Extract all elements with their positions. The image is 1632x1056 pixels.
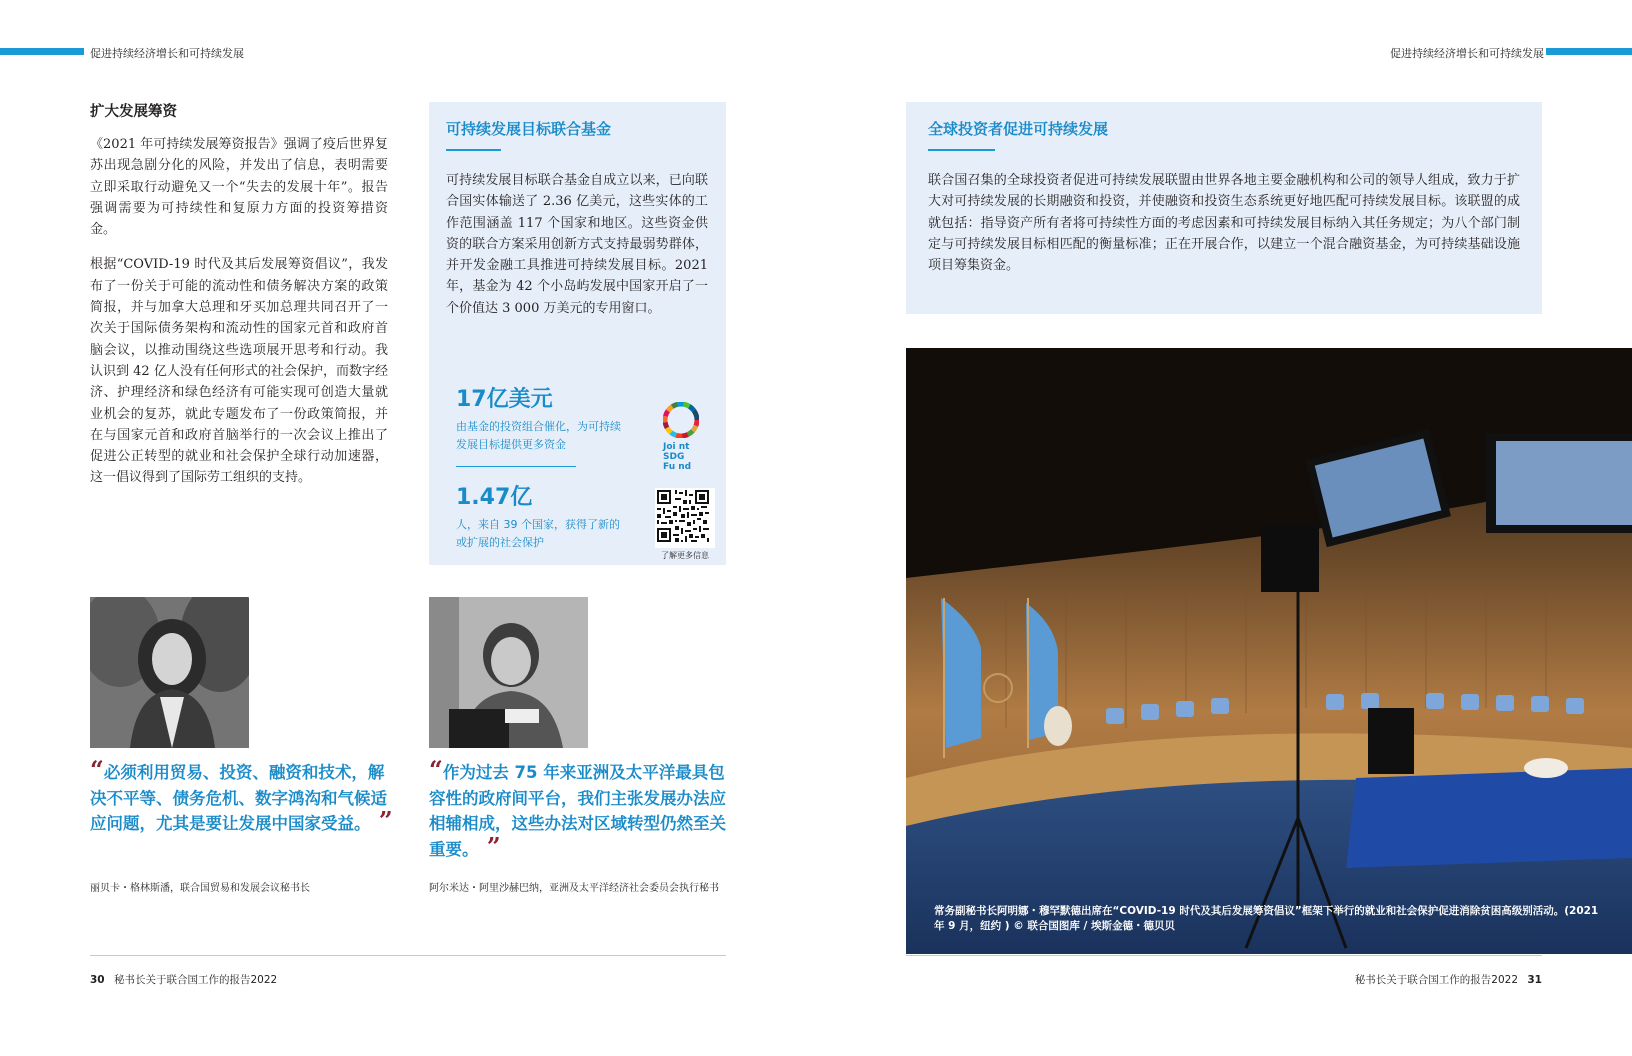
stat-2-value: 1.47亿 [456, 485, 533, 510]
header-bar-left [0, 48, 84, 55]
header-title-right: 促进持续经济增长和可持续发展 [1390, 47, 1544, 60]
sdg-wheel-icon [663, 402, 699, 438]
footer-left-page-number: 30 [90, 974, 105, 986]
qr-code[interactable] [655, 488, 715, 548]
stat-1-value: 17亿美元 [456, 387, 553, 412]
sdg-fund-title: 可持续发展目标联合基金 [446, 120, 612, 138]
sdg-fund-title-rule [446, 149, 501, 151]
footer-rule-left [90, 955, 726, 956]
logo-text-2: SDG [663, 452, 685, 462]
paragraph-1: 《2021 年可持续发展筹资报告》强调了疫后世界复苏出现急剧分化的风险，并发出了信息，表明需要立即采取行动避免又一个“失去的发展十年”。报告强调需要为可持续性和复原力方面的投资筹措资金。 [90, 137, 388, 238]
portrait-rebeca-grynspan [90, 597, 249, 748]
conference-room-photo-icon [906, 348, 1632, 954]
person-portrait-icon [429, 597, 588, 748]
footer-left [90, 972, 277, 987]
footer-right-page-number: 31 [1527, 974, 1542, 986]
stat-1-desc: 由基金的投资组合催化，为可持续发展目标提供更多资金 [456, 420, 621, 451]
logo-text-3: Fu nd [663, 462, 692, 472]
open-quote-mark-icon: “ [90, 755, 104, 784]
photo-caption: 常务副秘书长阿明娜・穆罕默德出席在“COVID-19 时代及其后发展筹资倡议”框架下举行的就业和社会保护促进消除贫困高级别活动。(2021 年 9 月，纽约 ) © 联合国图库 / 埃斯金德・德贝贝 [934, 905, 1599, 932]
quote-1-text: 必须利用贸易、投资、融资和技术，解决不平等、债务危机、数字鸿沟和气候适应问题，尤其是要让发展中国家受益。 [90, 763, 387, 833]
global-investors-title-rule [928, 149, 995, 151]
stat-divider [456, 466, 576, 467]
header-bar-right [1546, 48, 1632, 55]
close-quote-mark-icon: ” [478, 831, 501, 861]
paragraph-2: 根据“COVID-19 时代及其后发展筹资倡议”，我发布了一份关于可能的流动性和债务解决方案的政策简报，并与加拿大总理和牙买加总理共同召开了一次关于国际债务架构和流动性的国家元首和政府首脑会议，以推动围绕这些选项展开思考和行动。我认识到 42 亿人没有任何形式的社会保护，而数字经济、护理经济和绿色经济有可能实现可创造大量就业机会的复苏，就此专题发布了一份政策简报，并在与国家元首和政府首脑举行的一次会议上推出了促进公正转型的就业和社会保护全球行动加速器，这一倡议得到了国际劳工组织的支持。 [90, 257, 388, 486]
stat-2-desc: 人，来自 39 个国家，获得了新的或扩展的社会保护 [456, 518, 620, 549]
quote-2 [429, 755, 729, 862]
close-quote-mark-icon: ” [370, 806, 393, 835]
quote-2-text: 作为过去 75 年来亚洲及太平洋最具包容性的政府间平台，我们主张发展办法应相辅相成，这些办法对区域转型仍然至关重要。 [429, 763, 726, 859]
footer-rule-right [906, 955, 1542, 956]
global-investors-title: 全球投资者促进可持续发展 [928, 120, 1109, 138]
person-portrait-icon [90, 597, 249, 748]
sdg-fund-box [429, 102, 726, 565]
section-heading: 扩大发展筹资 [90, 104, 177, 120]
un-meeting-photo [906, 348, 1632, 954]
header-title-left: 促进持续经济增长和可持续发展 [90, 47, 244, 60]
joint-sdg-fund-logo [663, 402, 703, 472]
quote-1 [90, 755, 396, 837]
footer-right [1355, 972, 1542, 987]
global-investors-text: 联合国召集的全球投资者促进可持续发展联盟由世界各地主要金融机构和公司的领导人组成，致力于扩大对可持续发展的长期融资和投资，并使融资和投资生态系统更好地匹配可持续发展目标。该联盟的成就包括：指导资产所有者将可持续性方面的考虑因素和可持续发展目标纳入其任务规定；为八个部门制定与可持续发展目标相匹配的衡量标准；正在开展合作，以建立一个混合融资基金，为可持续基础设施项目筹集资金。 [928, 173, 1520, 274]
open-quote-mark-icon: “ [429, 755, 443, 784]
quote-2-attribution: 阿尔米达・阿里沙赫巴纳，亚洲及太平洋经济社会委员会执行秘书 [429, 883, 719, 894]
quote-1-attribution: 丽贝卡・格林斯潘，联合国贸易和发展会议秘书长 [90, 883, 310, 894]
global-investors-box [906, 102, 1542, 314]
left-text-column [90, 134, 388, 503]
sdg-fund-text: 可持续发展目标联合基金自成立以来，已向联合国实体输送了 2.36 亿美元，这些实体的工作范围涵盖 117 个国家和地区。这些资金供资的联合方案采用创新方式支持最弱势群体，并开发金融工具推进可持续发展目标。2021 年，基金为 42 个小岛屿发展中国家开启了一个价值达 3 000 万美元的专用窗口。 [446, 173, 708, 316]
portrait-armida-alisjahbana [429, 597, 588, 748]
qr-code-icon [657, 490, 709, 542]
logo-text-1: Joi nt [663, 442, 690, 452]
footer-right-title: 秘书长关于联合国工作的报告2022 [1354, 974, 1519, 986]
qr-caption: 了解更多信息 [661, 551, 709, 560]
footer-left-title: 秘书长关于联合国工作的报告2022 [113, 974, 278, 986]
